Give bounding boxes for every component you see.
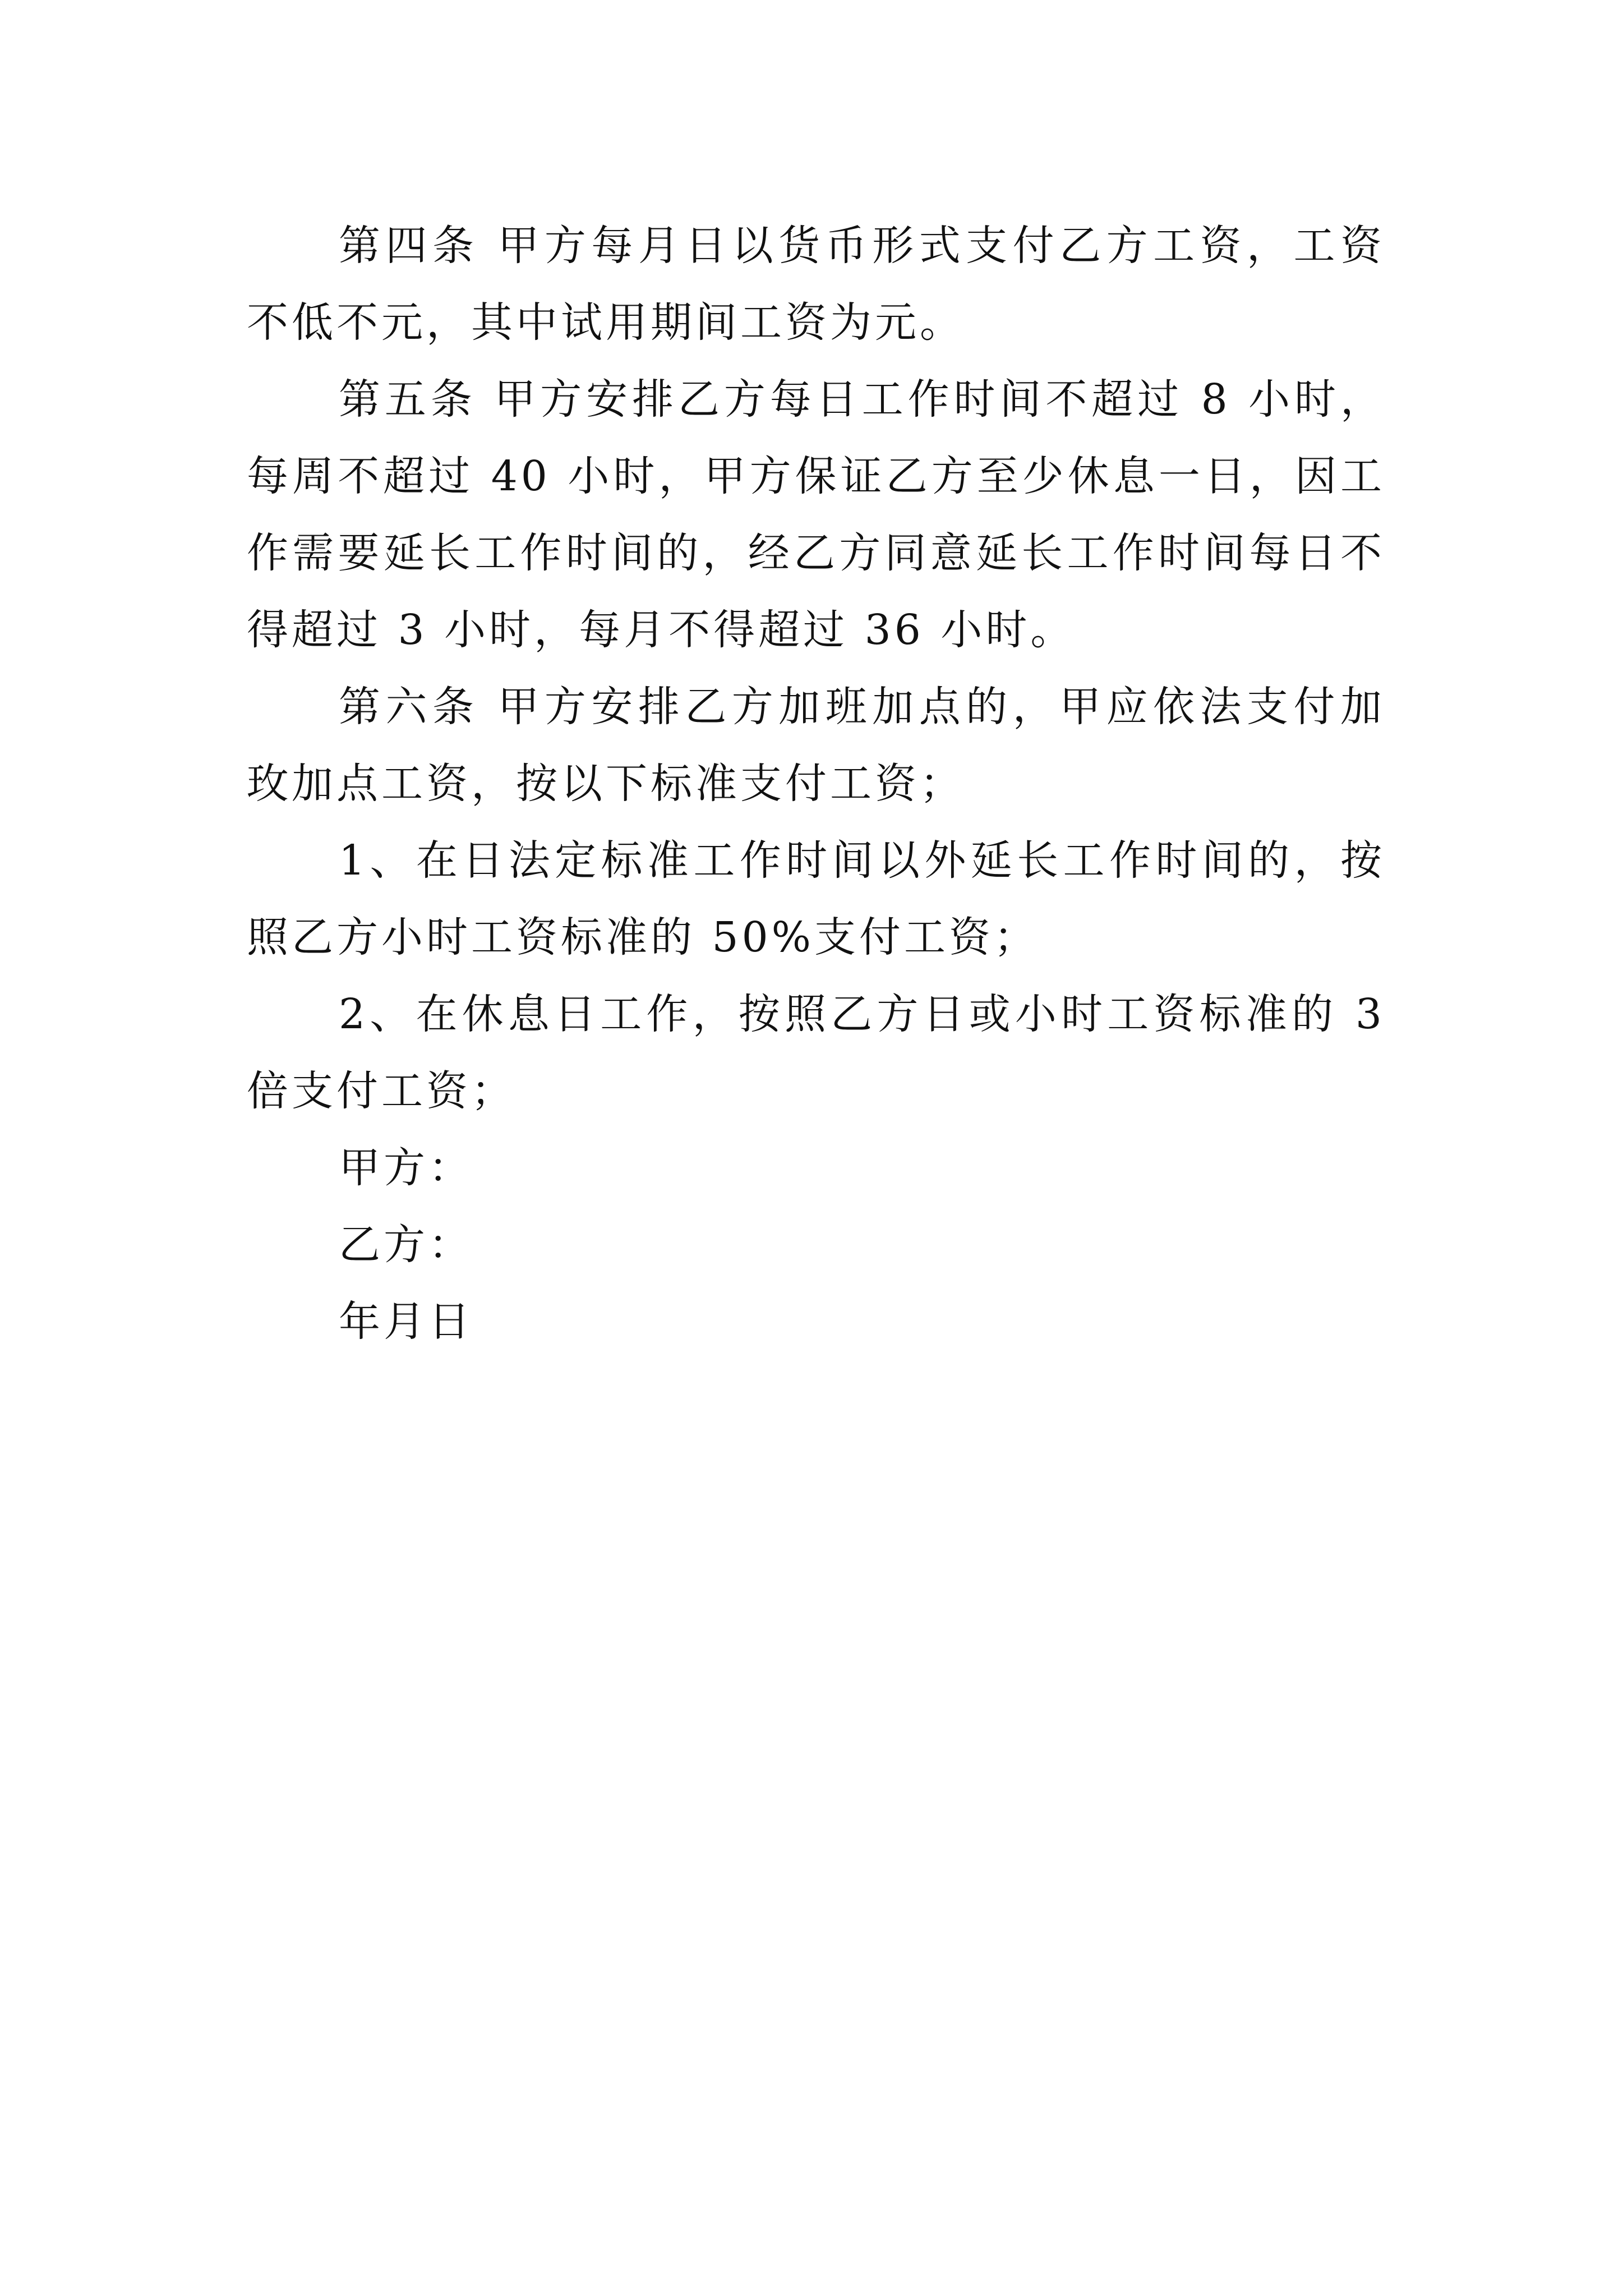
party-b-signature-line: 乙方： (339, 1221, 473, 1269)
article-5-paragraph: 第五条 甲方安排乙方每日工作时间不超过 8 小时，每周不超过 40 小时，甲方保证乙方至少休息一日，因工作需要延长工作时间的，经乙方同意延长工作时间每日不得超过 3 小时，每月不得超过 36 小时。 (247, 375, 1385, 654)
overtime-rule-2: 2、在休息日工作，按照乙方日或小时工资标准的 3 倍支付工资； (247, 990, 1385, 1115)
party-a-signature-line: 甲方： (339, 1144, 473, 1192)
document-body (247, 208, 1385, 1360)
article-4-paragraph: 第四条 甲方每月日以货币形式支付乙方工资，工资不低不元，其中试用期间工资为元。 (247, 222, 1385, 347)
article-6-paragraph: 第六条 甲方安排乙方加班加点的，甲应依法支付加玫加点工资，按以下标准支付工资； (247, 683, 1385, 808)
date-line: 年月日 (339, 1297, 473, 1346)
overtime-rule-1: 1、在日法定标准工作时间以外延长工作时间的，按照乙方小时工资标准的 50%支付工资； (247, 836, 1385, 961)
